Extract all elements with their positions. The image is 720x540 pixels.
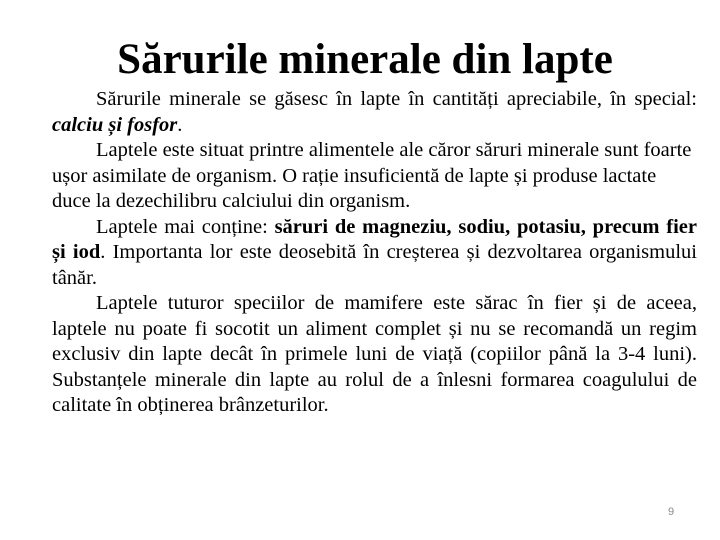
paragraph-3-lead: Laptele mai conține:	[96, 215, 275, 238]
paragraph-3-rest: . Importanta lor este deosebită în creșterea și dezvoltarea organismului tânăr.	[52, 241, 697, 289]
body-text	[52, 87, 697, 419]
paragraph-3-bold: săruri de magneziu, sodiu, potasiu, precum fier și iod	[52, 215, 697, 263]
paragraph-1	[52, 87, 697, 138]
paragraph-3	[52, 215, 697, 292]
slide-title: Sărurile minerale din lapte	[117, 36, 613, 83]
paragraph-2: Laptele este situat printre alimentele ale căror săruri minerale sunt foarte ușor asimilate de organism. O rație insuficientă de lapte și produse lactate duce la dezechilibru calciului din organism.	[52, 139, 692, 212]
paragraph-1-emphasis: calciu și fosfor	[52, 113, 178, 136]
page-number: 9	[668, 506, 675, 518]
paragraph-1-end: .	[177, 113, 183, 136]
paragraph-4: Laptele tuturor speciilor de mamifere este sărac în fier și de aceea, laptele nu poate fi socotit un aliment complet și nu se recomandă un regim exclusiv din lapte decât în primele luni de viață (copiilor până la 3-4 luni). Substanțele minerale din lapte au rolul de a înlesni formarea coagulului de calitate în obținerea brânzeturilor.	[52, 292, 697, 416]
paragraph-1-text: Sărurile minerale se găsesc în lapte în cantități apreciabile, în special:	[96, 88, 697, 110]
